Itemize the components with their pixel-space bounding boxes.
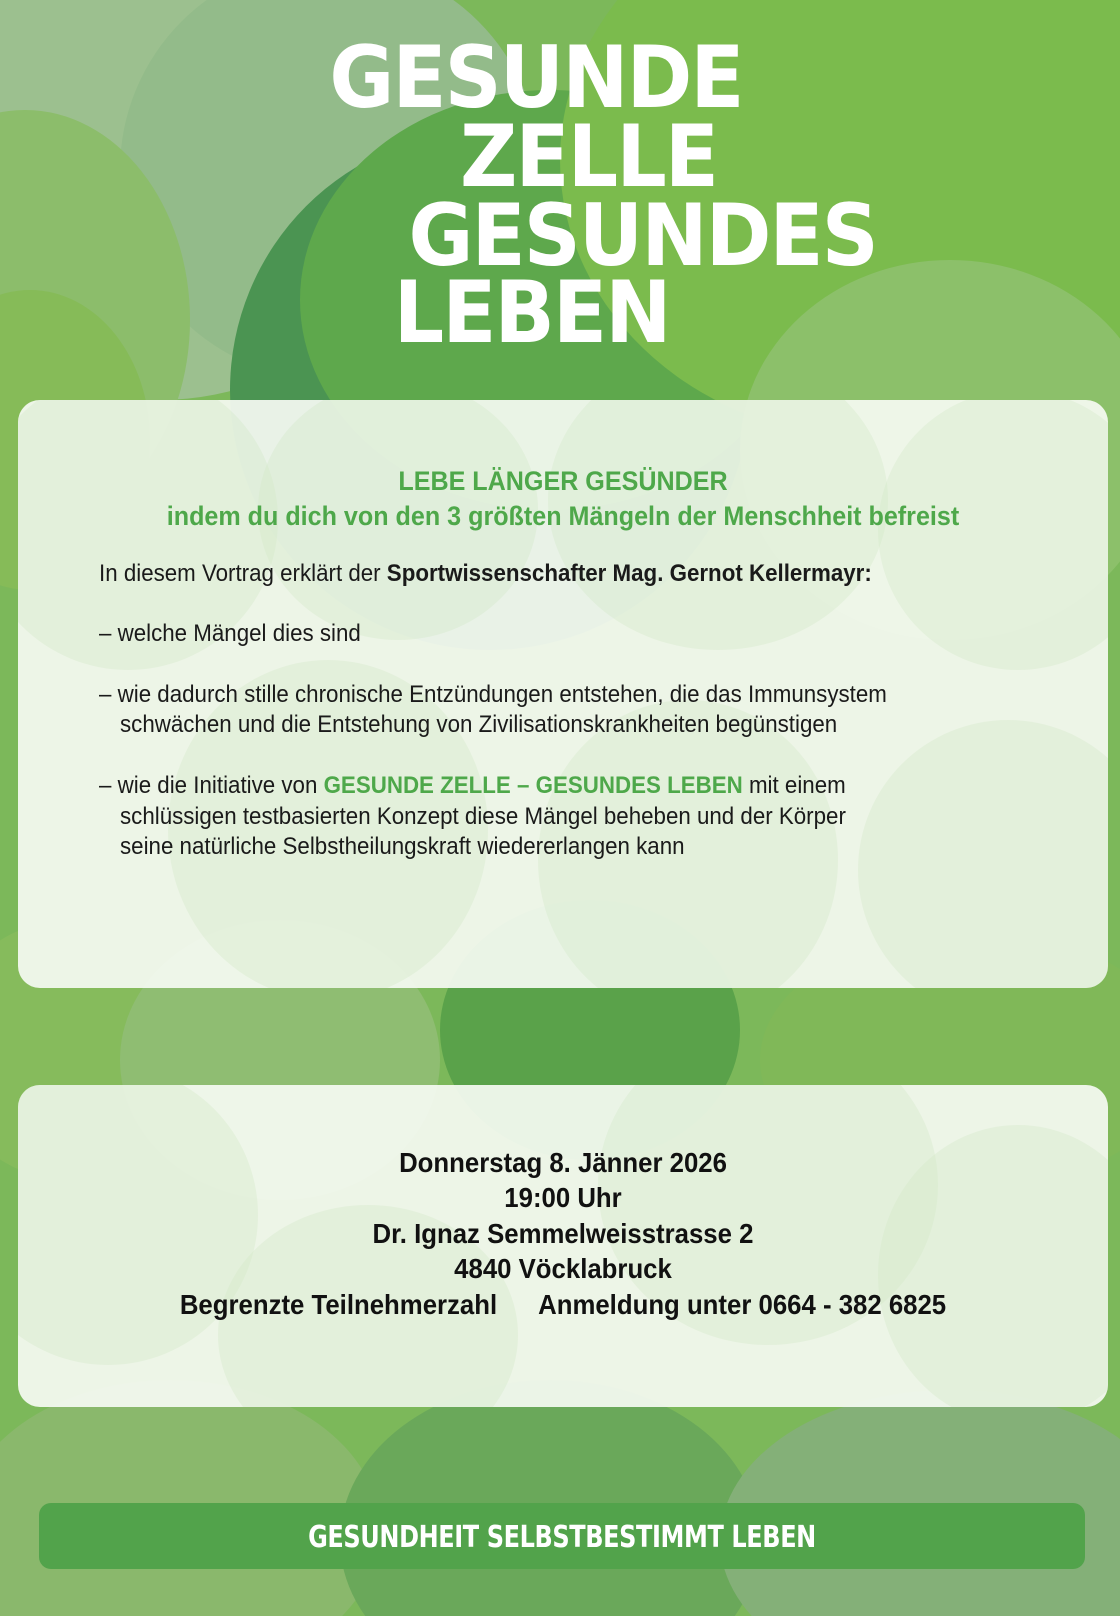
speaker-name: Sportwissenschafter Mag. Gernot Kellermayr: bbox=[386, 560, 872, 587]
event-details-card bbox=[18, 1085, 1108, 1407]
main-title bbox=[0, 0, 1030, 380]
intro-prefix: In diesem Vortrag erklärt der bbox=[99, 560, 387, 587]
title-line-4: LEBEN bbox=[393, 263, 670, 363]
title-line-3: GESUNDES bbox=[408, 186, 877, 286]
event-time: 19:00 Uhr bbox=[504, 1182, 622, 1213]
intro-card bbox=[18, 400, 1108, 988]
headline: LEBE LÄNGER GESÜNDER bbox=[398, 466, 728, 496]
bullet-3-line-1 bbox=[99, 772, 846, 800]
bullet-3-prefix: – wie die Initiative von bbox=[99, 772, 324, 799]
event-city: 4840 Vöcklabruck bbox=[454, 1253, 672, 1284]
event-registration-row bbox=[62, 1289, 1065, 1321]
participants-note: Begrenzte Teilnehmerzahl bbox=[179, 1289, 498, 1320]
intro-sentence bbox=[99, 560, 872, 588]
title-line-1: GESUNDE bbox=[329, 28, 743, 128]
footer-slogan: GESUNDHEIT SELBSTBESTIMMT LEBEN bbox=[308, 1520, 816, 1555]
event-street: Dr. Ignaz Semmelweisstrasse 2 bbox=[372, 1218, 754, 1249]
bullet-3-line-3: seine natürliche Selbstheilungskraft wiedererlangen kann bbox=[120, 833, 685, 860]
bullet-1: – welche Mängel dies sind bbox=[99, 620, 361, 647]
bullet-2-line-2: schwächen und die Entstehung von Zivilisationskrankheiten begünstigen bbox=[120, 711, 838, 738]
subheadline: indem du dich von den 3 größten Mängeln der Menschheit befreist bbox=[166, 501, 960, 531]
bullet-2-line-1: – wie dadurch stille chronische Entzündungen entstehen, die das Immunsystem bbox=[99, 681, 887, 708]
title-line-2: ZELLE bbox=[460, 107, 718, 207]
footer-banner bbox=[39, 1503, 1085, 1569]
registration-phone: Anmeldung unter 0664 - 382 6825 bbox=[538, 1289, 947, 1320]
bullet-3-line-2: schlüssigen testbasierten Konzept diese Mängel beheben und der Körper bbox=[120, 803, 846, 830]
bullet-3-suffix: mit einem bbox=[742, 772, 846, 799]
event-date: Donnerstag 8. Jänner 2026 bbox=[399, 1147, 727, 1178]
initiative-name: GESUNDE ZELLE – GESUNDES LEBEN bbox=[323, 772, 743, 799]
